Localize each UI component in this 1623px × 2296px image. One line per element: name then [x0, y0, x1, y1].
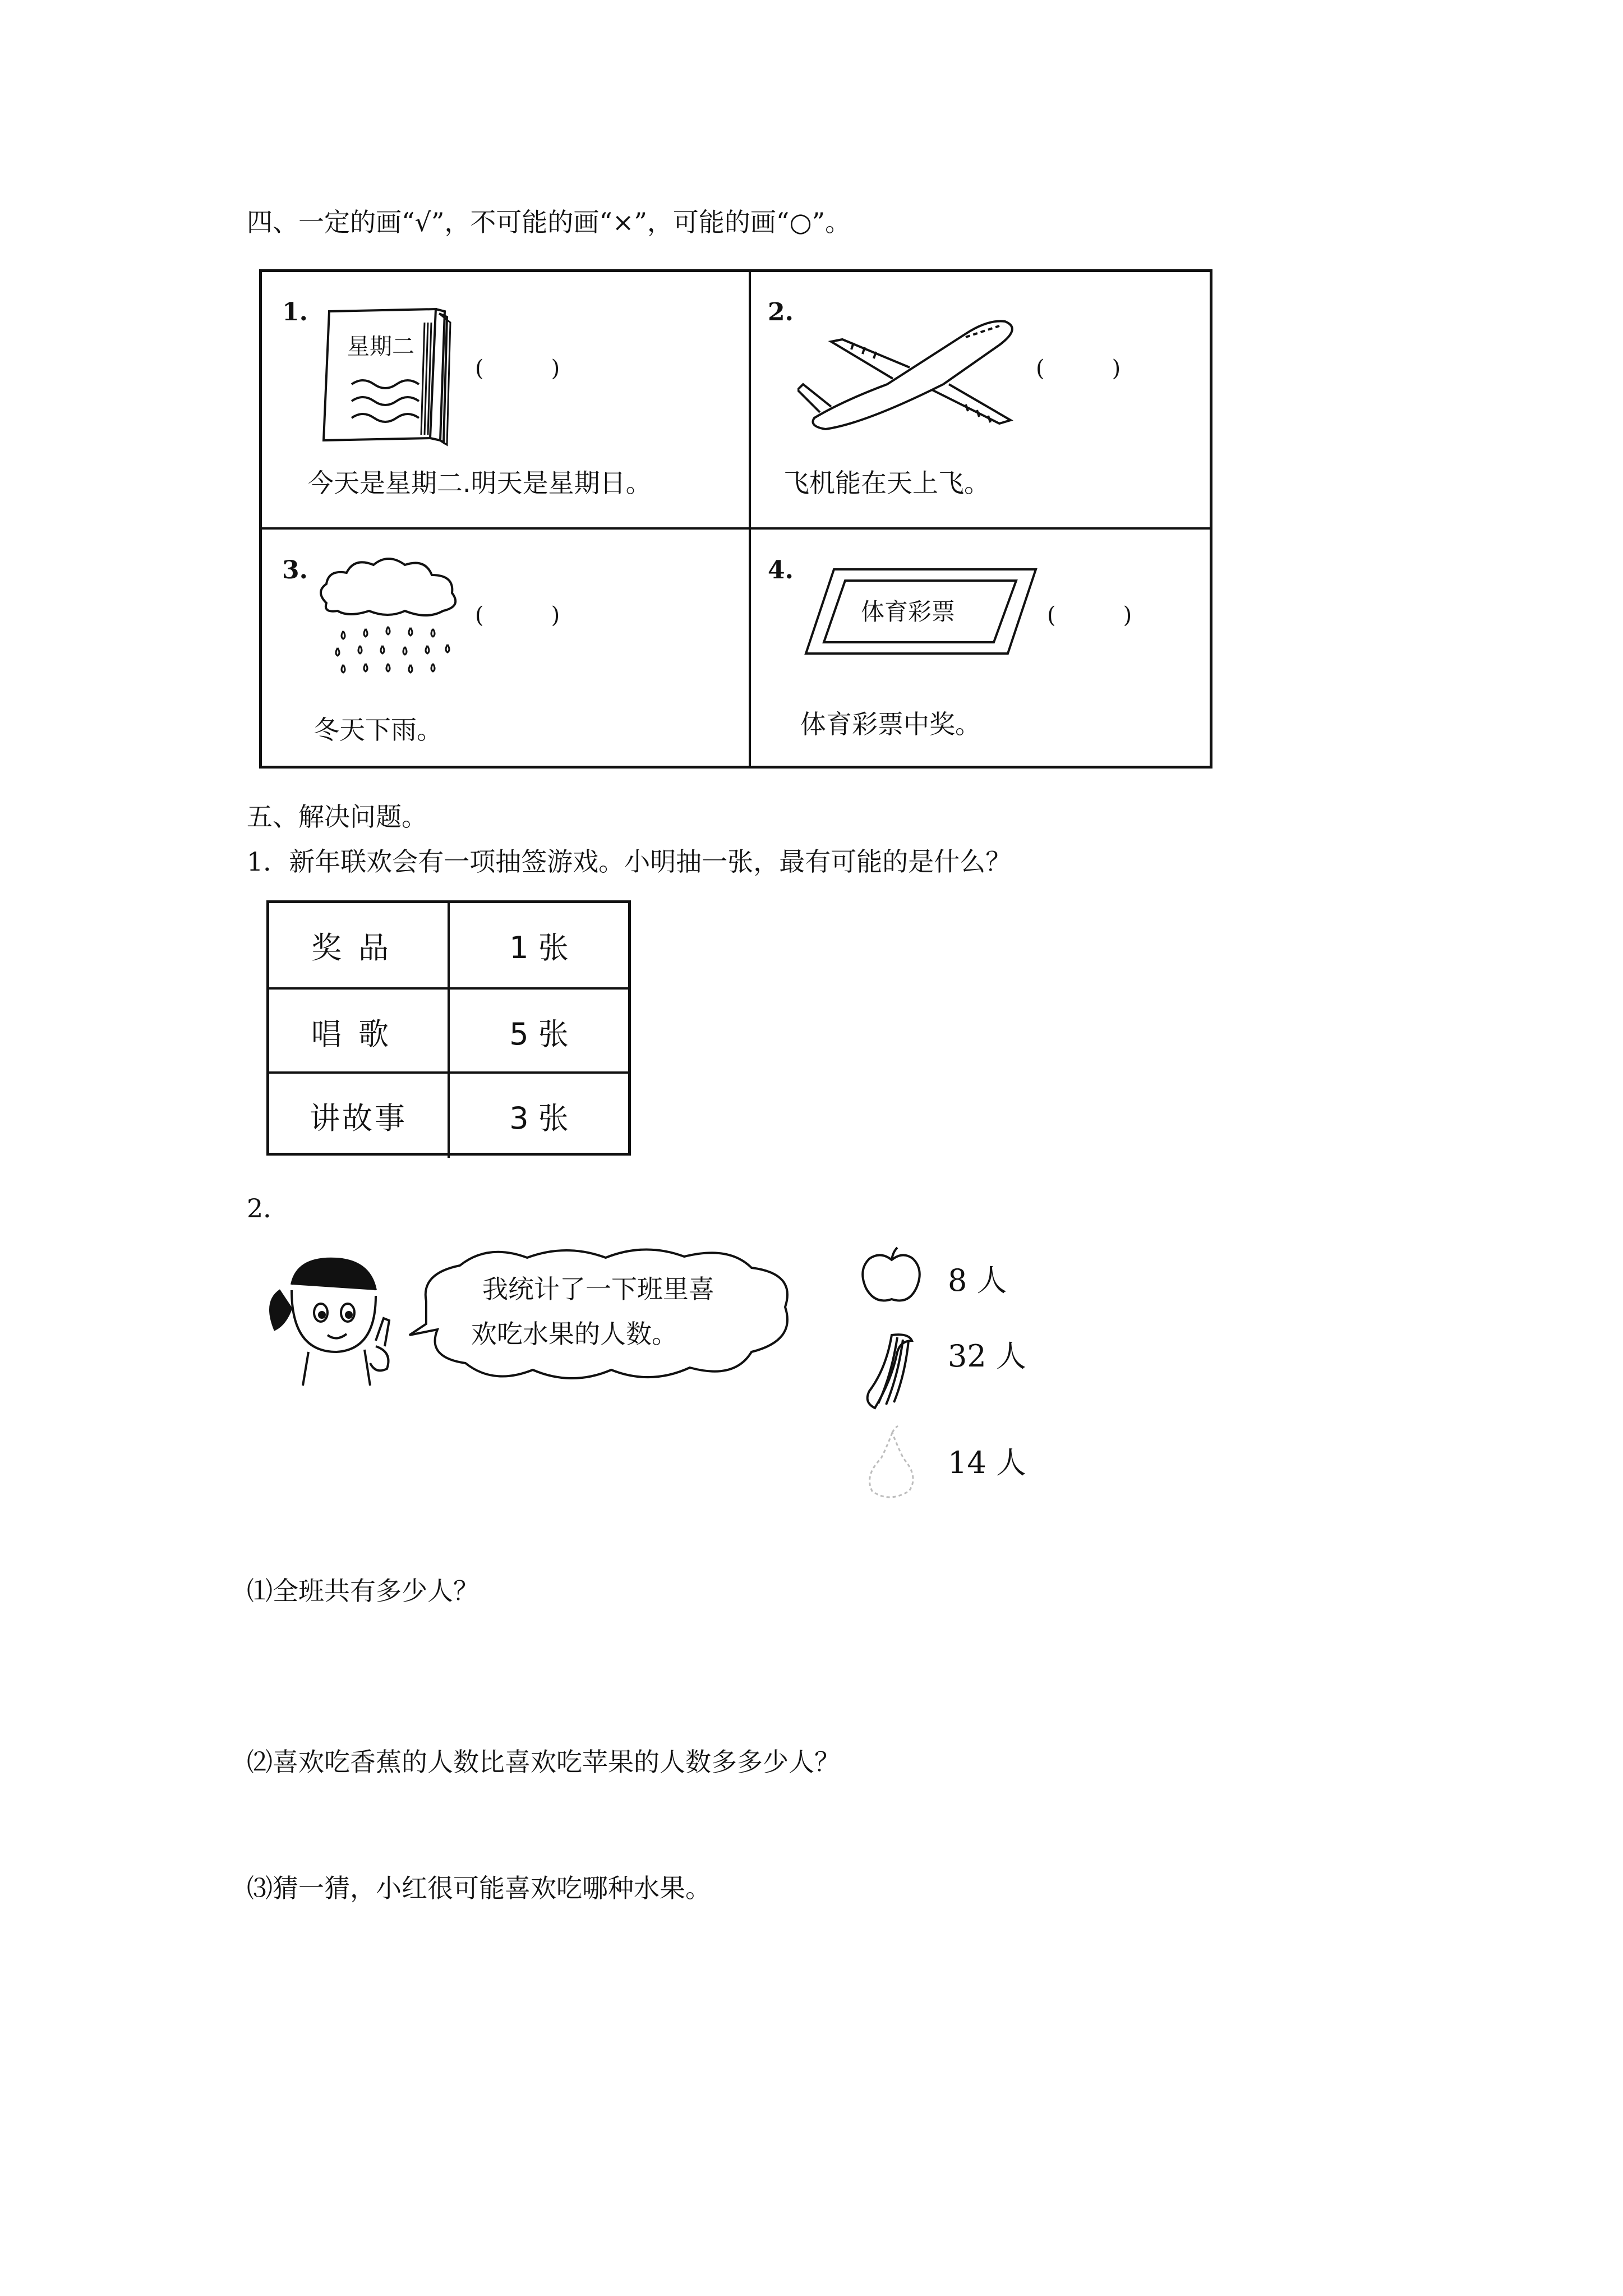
statement-4: 体育彩票中奖。: [800, 709, 981, 739]
table-cell-item: 讲故事: [310, 1100, 407, 1136]
item-number-2: 2.: [768, 298, 794, 326]
lottery-ticket-icon: [800, 564, 1041, 659]
answer-blank-3[interactable]: ( ): [475, 602, 560, 628]
statement-2: 飞机能在天上飞。: [783, 468, 990, 498]
apple-count: 8 人: [948, 1263, 1007, 1298]
bubble-line-2: 欢吃水果的人数。: [471, 1319, 677, 1349]
pear-icon: [861, 1425, 923, 1503]
judgement-grid: [259, 269, 1212, 769]
statement-3: 冬天下雨。: [313, 715, 442, 745]
table-cell-item: 唱歌: [311, 1016, 405, 1052]
item-number-4: 4.: [768, 556, 794, 585]
table-row: [269, 1071, 628, 1158]
sub-question-2: ⑵喜欢吃香蕉的人数比喜欢吃苹果的人数多多少人？: [247, 1747, 840, 1777]
grid-divider-horizontal: [262, 527, 1210, 530]
section-4-title: 四、一定的画“√”，不可能的画“×”，可能的画“○”。: [247, 207, 851, 237]
item-number-3: 3.: [282, 556, 308, 585]
table-row: [269, 987, 628, 1074]
ticket-label: 体育彩票: [861, 598, 956, 625]
section-5-title: 五、解决问题。: [247, 802, 427, 832]
calendar-label: 星期二: [347, 334, 414, 360]
answer-blank-4[interactable]: ( ): [1047, 602, 1132, 628]
table-cell-item: 奖品: [311, 930, 405, 965]
banana-count: 32 人: [948, 1338, 1026, 1374]
bubble-line-1: 我统计了一下班里喜: [482, 1274, 714, 1304]
sub-question-1: ⑴全班共有多少人？: [247, 1576, 479, 1606]
question-2: 2．: [247, 1193, 289, 1223]
answer-blank-2[interactable]: ( ): [1036, 356, 1121, 381]
question-1: 1．新年联欢会有一项抽签游戏。小明抽一张，最有可能的是什么？: [247, 846, 1012, 877]
apple-icon: [858, 1245, 925, 1307]
airplane-icon: [797, 306, 1033, 440]
table-cell-count: 5 张: [509, 1016, 569, 1052]
grid-divider-vertical: [749, 272, 751, 766]
pear-count: 14 人: [948, 1445, 1026, 1480]
table-cell-count: 1 张: [509, 930, 569, 965]
draw-table: [266, 900, 631, 1156]
table-cell-count: 3 张: [509, 1100, 569, 1136]
statement-1: 今天是星期二.明天是星期日。: [308, 468, 652, 498]
banana-icon: [858, 1329, 920, 1414]
item-number-1: 1.: [282, 298, 308, 326]
table-row: [269, 903, 628, 987]
girl-icon: [258, 1251, 409, 1397]
answer-blank-1[interactable]: ( ): [475, 356, 560, 381]
calendar-icon: [312, 300, 458, 452]
sub-question-3: ⑶猜一猜，小红很可能喜欢吃哪种水果。: [247, 1873, 711, 1903]
rain-cloud-icon: [315, 553, 467, 682]
